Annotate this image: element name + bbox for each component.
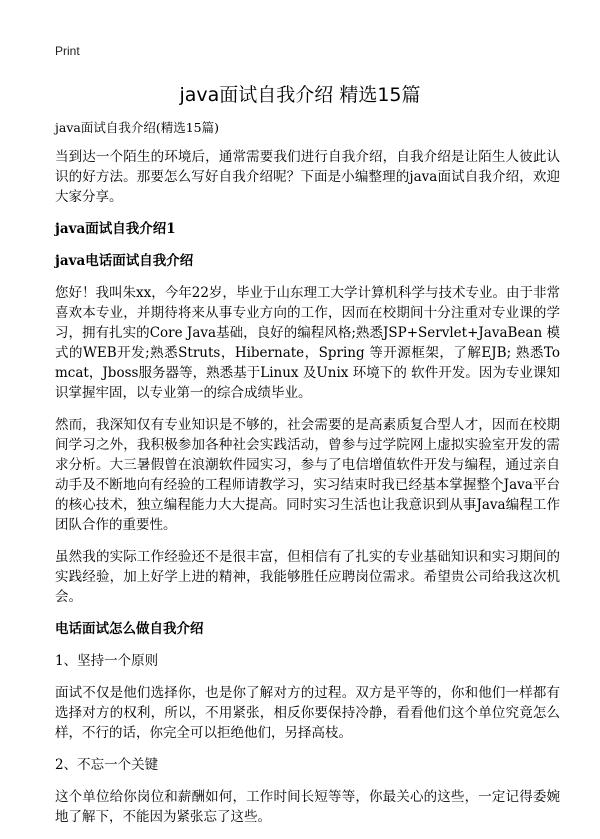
list-item-text-1: 面试不仅是他们选择你，也是你了解对方的过程。双方是平等的，你和他们一样都有选择对方的权利，所以，不用紧张，相反你要保持冷静，看看他们这个单位究竟怎么样，不行的话，你完全可以拒绝他们，另择高枝。 [55,685,560,741]
list-item-heading-2: 2、不忘一个关键 [55,757,159,773]
print-link[interactable]: Print [55,44,80,58]
list-item-text-2: 这个单位给你岗位和薪酬如何，工作时间长短等等，你最关心的这些，一定记得委婉地了解下，不能因为紧张忘了这些。 [55,789,560,825]
section-heading-2: 电话面试怎么做自我介绍 [55,621,204,637]
page-title: java面试自我介绍 精选15篇 [179,84,421,106]
paragraph-2: 然而，我深知仅有专业知识是不够的，社会需要的是高素质复合型人才，因而在校期间学习之外，我积极参加各种社会实践活动，曾参与过学院网上虚拟实验室开发的需求分析。大三暑假曾在浪潮软件园实习，参与了电信增值软件开发与编程，通过亲自动手及不断地向有经验的工程师请教学习，实习结束时我已经基本掌握整个Java平台的核心技术，独立编程能力大大提高。同时实习生活也让我意识到从事Java编程工作团队合作的重要性。 [55,417,560,533]
article-subtitle: java面试自我介绍(精选15篇) [55,120,220,135]
section-subheading-1: java电话面试自我介绍 [55,253,194,269]
list-item-heading-1: 1、坚持一个原则 [55,653,159,669]
intro-paragraph: 当到达一个陌生的环境后，通常需要我们进行自我介绍，自我介绍是让陌生人彼此认识的好方法。那要怎么写好自我介绍呢？下面是小编整理的java面试自我介绍，欢迎大家分享。 [55,149,560,205]
section-heading-1: java面试自我介绍1 [55,221,176,237]
paragraph-3: 虽然我的实际工作经验还不是很丰富，但相信有了扎实的专业基础知识和实习期间的实践经验，加上好学上进的精神，我能够胜任应聘岗位需求。希望贵公司给我这次机会。 [55,549,560,605]
article-body [55,118,560,839]
paragraph-1: 您好！我叫朱xx，今年22岁，毕业于山东理工大学计算机科学与技术专业。由于非常喜欢本专业，并期待将来从事专业方向的工作，因而在校期间十分注重对专业课的学习，拥有扎实的Core Java基础，良好的编程风格;熟悉JSP+Servlet+JavaBean 模式的WEB开发;熟悉Struts，Hibernate，Spring 等开源框架，了解EJB; 熟悉Tomcat，Jboss服务器等，熟悉基于Linux 及Unix 环境下的 软件开发。因为专业课知识掌握牢固，以专业第一的综合成绩毕业。 [55,285,560,401]
